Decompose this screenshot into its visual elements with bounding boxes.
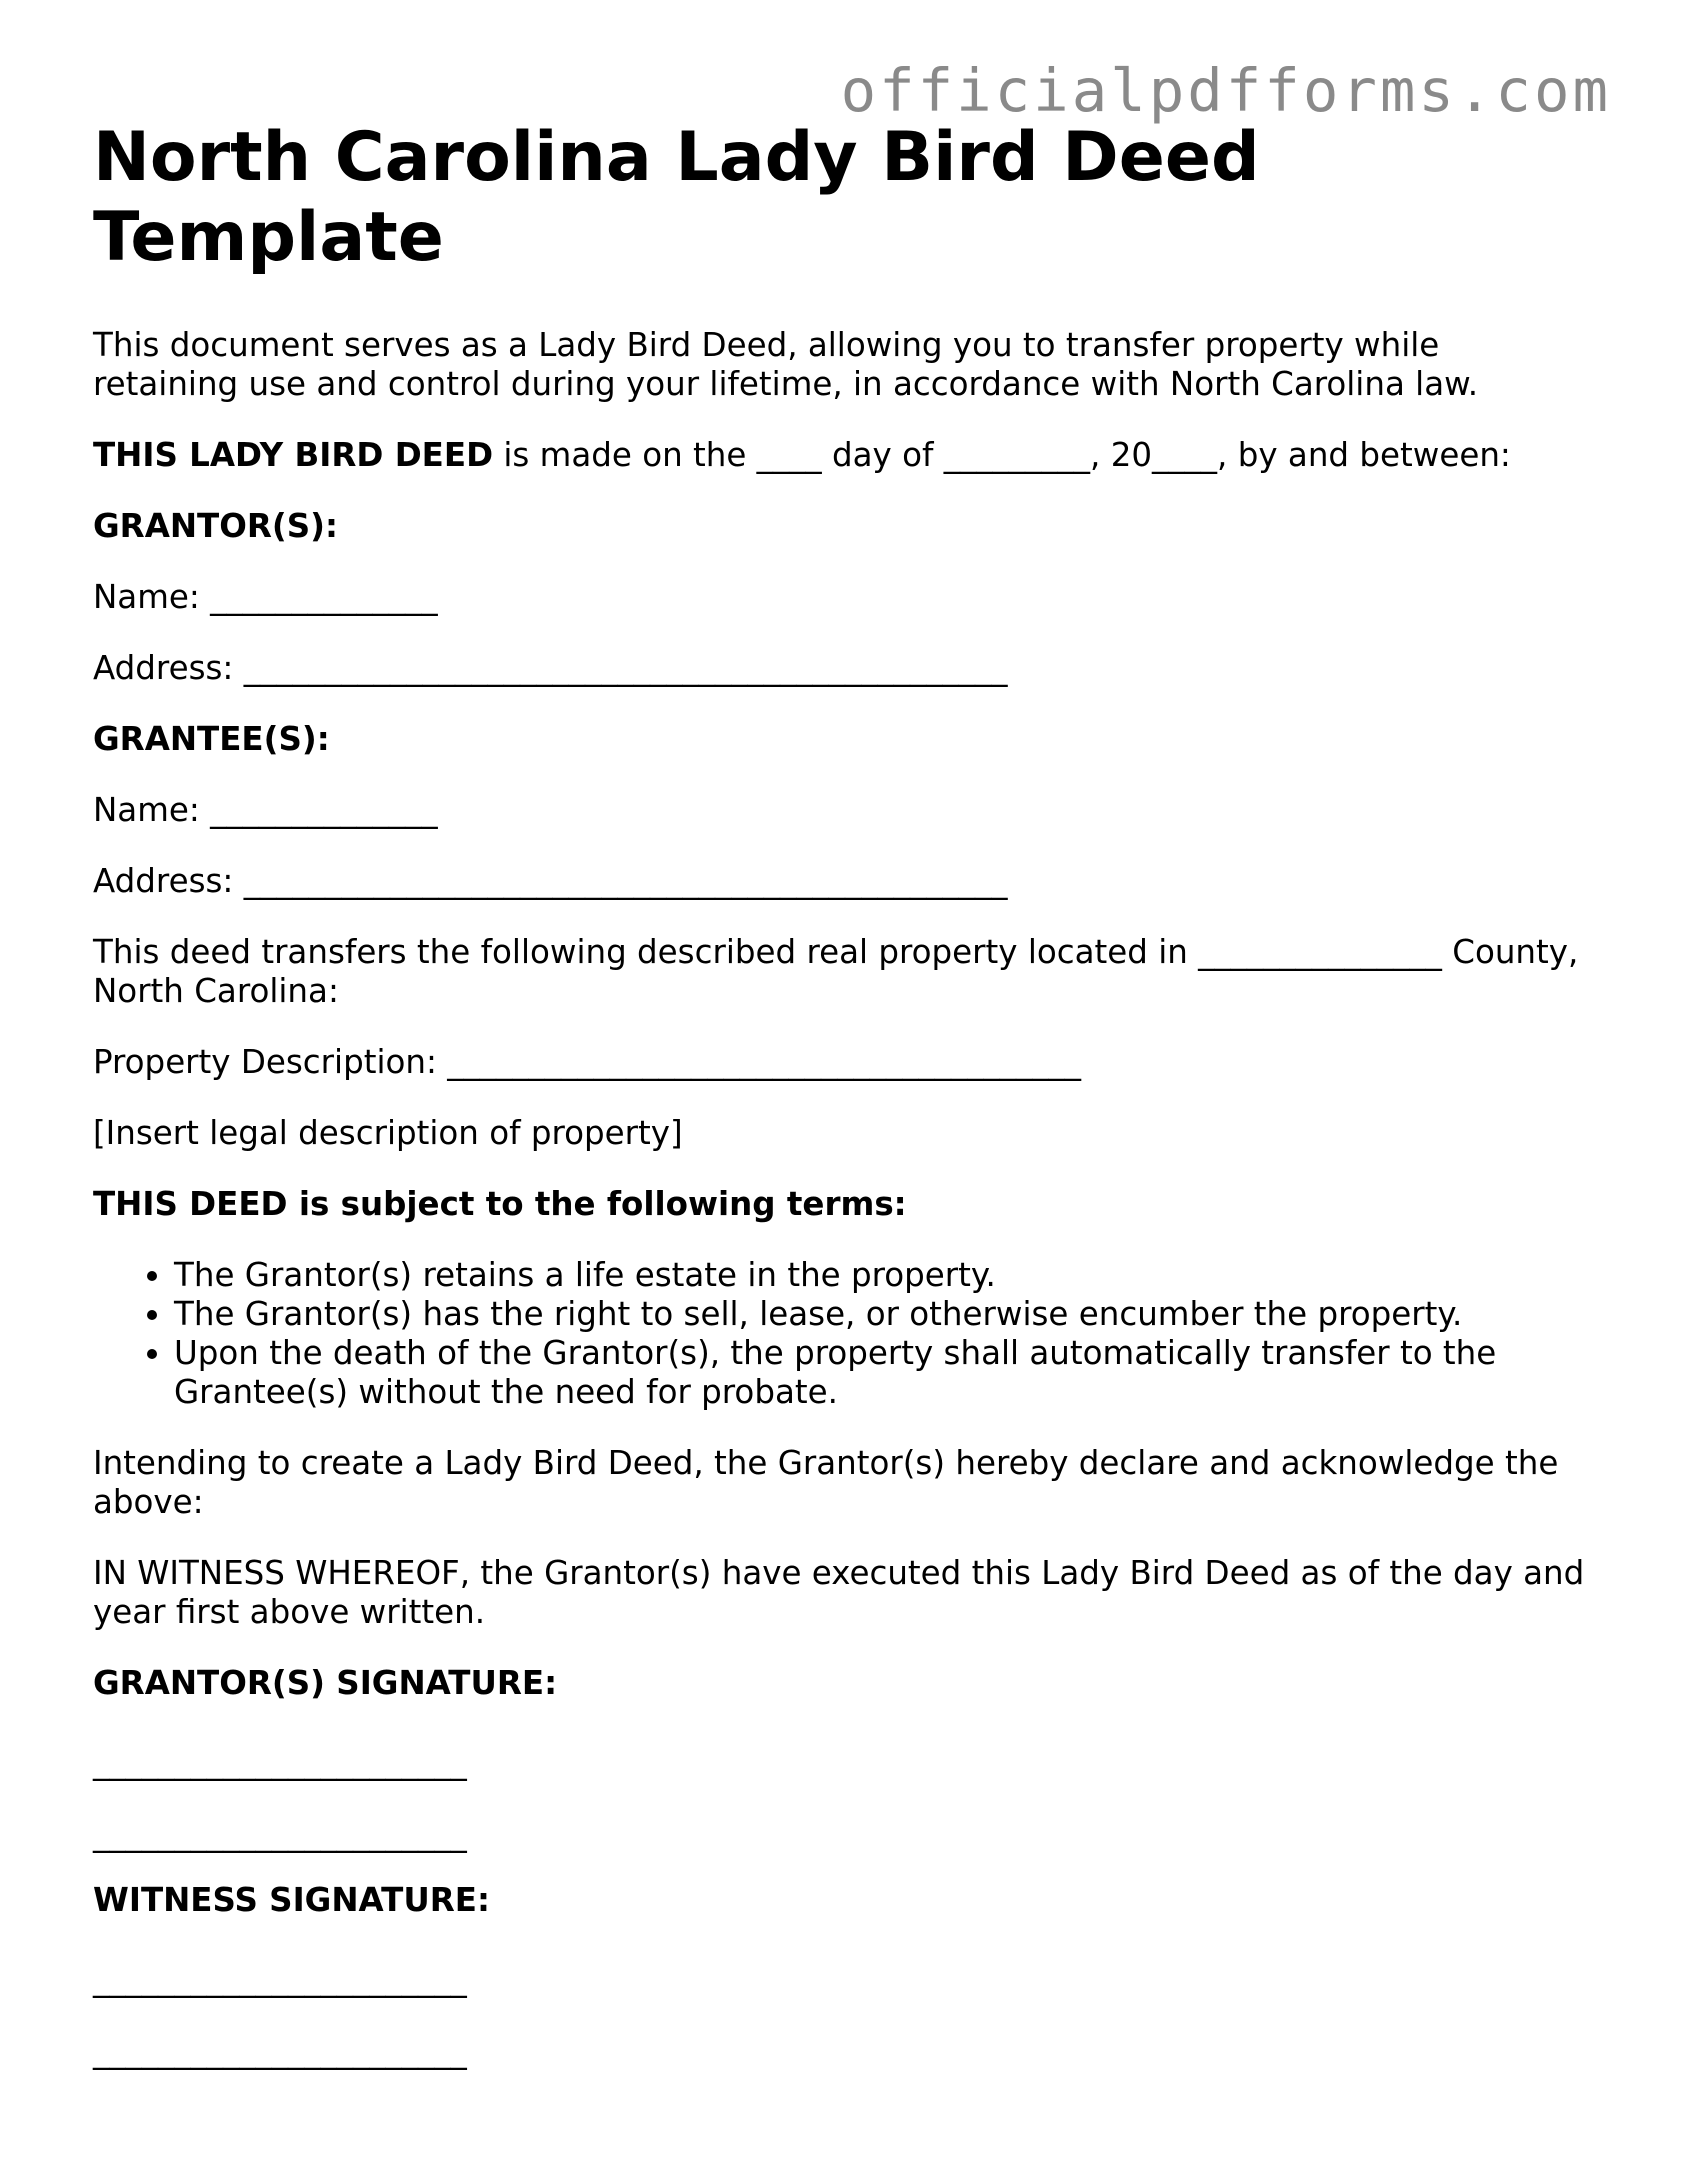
made-on-rest: is made on the ____ day of _________, 20____, by and between: xyxy=(493,436,1511,474)
made-on-paragraph xyxy=(93,436,1593,475)
terms-heading: THIS DEED is subject to the following terms: xyxy=(93,1185,907,1223)
witness-signature-line: _______________________ xyxy=(93,2032,467,2070)
watermark: officialpdfforms.com xyxy=(840,56,1611,125)
grantor-address-field: Address: _______________________________________________ xyxy=(93,649,1008,687)
property-description-field: Property Description: _______________________________________ xyxy=(93,1043,1081,1081)
list-item: • The Grantor(s) retains a life estate in the property. xyxy=(174,1256,1593,1295)
legal-description-placeholder: [Insert legal description of property] xyxy=(93,1114,683,1152)
grantee-address-field: Address: _______________________________________________ xyxy=(93,862,1008,900)
list-item: • Upon the death of the Grantor(s), the property shall automatically transfer to the Grantee(s) without the need for probate. xyxy=(174,1334,1593,1412)
grantor-heading: GRANTOR(S): xyxy=(93,507,338,545)
list-item: • The Grantor(s) has the right to sell, lease, or otherwise encumber the property. xyxy=(174,1295,1593,1334)
terms-list xyxy=(93,1256,1593,1412)
transfer-paragraph: This deed transfers the following described real property located in _______________ County, North Carolina: xyxy=(93,933,1579,1010)
grantor-signature-heading: GRANTOR(S) SIGNATURE: xyxy=(93,1664,558,1702)
declaration-paragraph: Intending to create a Lady Bird Deed, the Grantor(s) hereby declare and acknowledge the above: xyxy=(93,1444,1559,1521)
witness-signature-heading: WITNESS SIGNATURE: xyxy=(93,1881,490,1919)
grantor-signature-line: _______________________ xyxy=(93,1815,467,1853)
grantor-name-field: Name: ______________ xyxy=(93,578,438,616)
grantor-signature-line: _______________________ xyxy=(93,1743,467,1781)
page-title: North Carolina Lady Bird Deed Template xyxy=(93,118,1260,277)
intro-paragraph: This document serves as a Lady Bird Deed, allowing you to transfer property while retaining use and control during your lifetime, in accordance with North Carolina law. xyxy=(93,326,1479,403)
witness-signature-line: _______________________ xyxy=(93,1960,467,1998)
witness-whereof-paragraph: IN WITNESS WHEREOF, the Grantor(s) have executed this Lady Bird Deed as of the day and year first above written. xyxy=(93,1554,1585,1631)
document-page xyxy=(93,118,1593,2071)
made-on-bold: THIS LADY BIRD DEED xyxy=(93,436,494,474)
grantee-name-field: Name: ______________ xyxy=(93,791,438,829)
grantee-heading: GRANTEE(S): xyxy=(93,720,330,758)
